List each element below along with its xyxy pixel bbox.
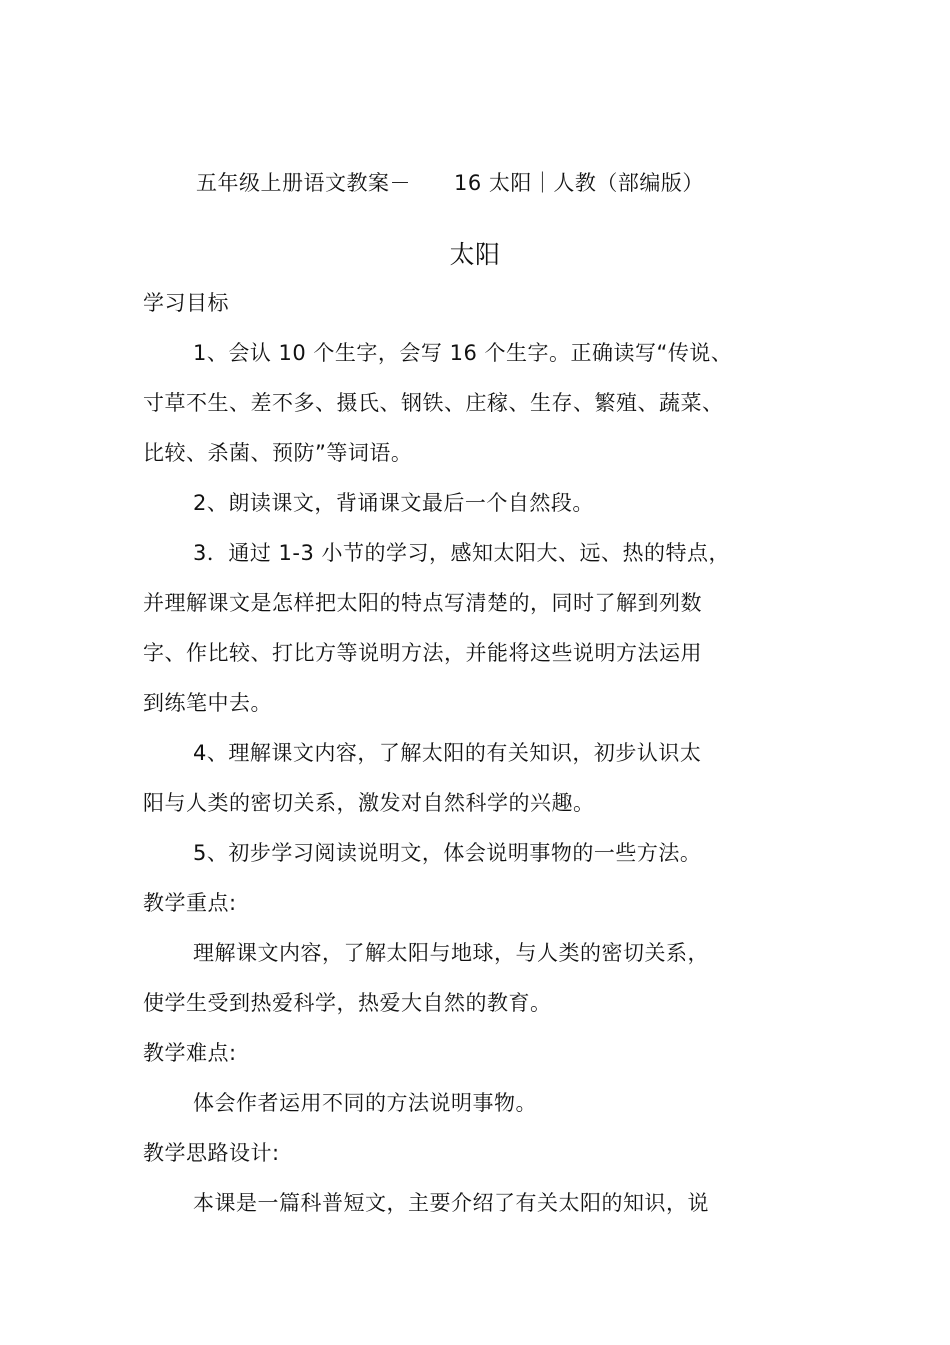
objective-1-line-3: 比较、杀菌、预防”等词语。 <box>143 441 413 465</box>
document-header: 五年级上册语文教案－ 16 太阳｜人教（部编版） <box>196 171 704 195</box>
objective-3-line-1: 3．通过 1-3 小节的学习，感知太阳大、远、热的特点， <box>193 541 731 565</box>
objective-5: 5、初步学习阅读说明文，体会说明事物的一些方法。 <box>193 841 702 865</box>
objective-3-line-3: 字、作比较、打比方等说明方法，并能将这些说明方法运用 <box>143 641 702 665</box>
key-points-line-1: 理解课文内容，了解太阳与地球，与人类的密切关系， <box>193 941 709 965</box>
objective-3-line-2: 并理解课文是怎样把太阳的特点写清楚的，同时了解到列数 <box>143 591 702 615</box>
document-title: 太阳 <box>449 240 501 269</box>
section-heading-key-points: 教学重点: <box>143 891 237 915</box>
section-heading-objectives: 学习目标 <box>143 291 229 315</box>
objective-2: 2、朗读课文，背诵课文最后一个自然段。 <box>193 491 594 515</box>
objective-3-line-4: 到练笔中去。 <box>143 691 272 715</box>
section-heading-design: 教学思路设计: <box>143 1141 280 1165</box>
key-points-line-2: 使学生受到热爱科学，热爱大自然的教育。 <box>143 991 552 1015</box>
section-heading-difficulties: 教学难点: <box>143 1041 237 1065</box>
objective-1-line-2: 寸草不生、差不多、摄氏、钢铁、庄稼、生存、繁殖、蔬菜、 <box>143 391 724 415</box>
difficulties-line-1: 体会作者运用不同的方法说明事物。 <box>193 1091 537 1115</box>
objective-4-line-1: 4、理解课文内容，了解太阳的有关知识，初步认识太 <box>193 741 702 765</box>
objective-4-line-2: 阳与人类的密切关系，激发对自然科学的兴趣。 <box>143 791 595 815</box>
objective-1-line-1: 1、会认 10 个生字，会写 16 个生字。正确读写“传说、 <box>193 341 733 365</box>
design-line-1: 本课是一篇科普短文，主要介绍了有关太阳的知识，说 <box>193 1191 709 1215</box>
